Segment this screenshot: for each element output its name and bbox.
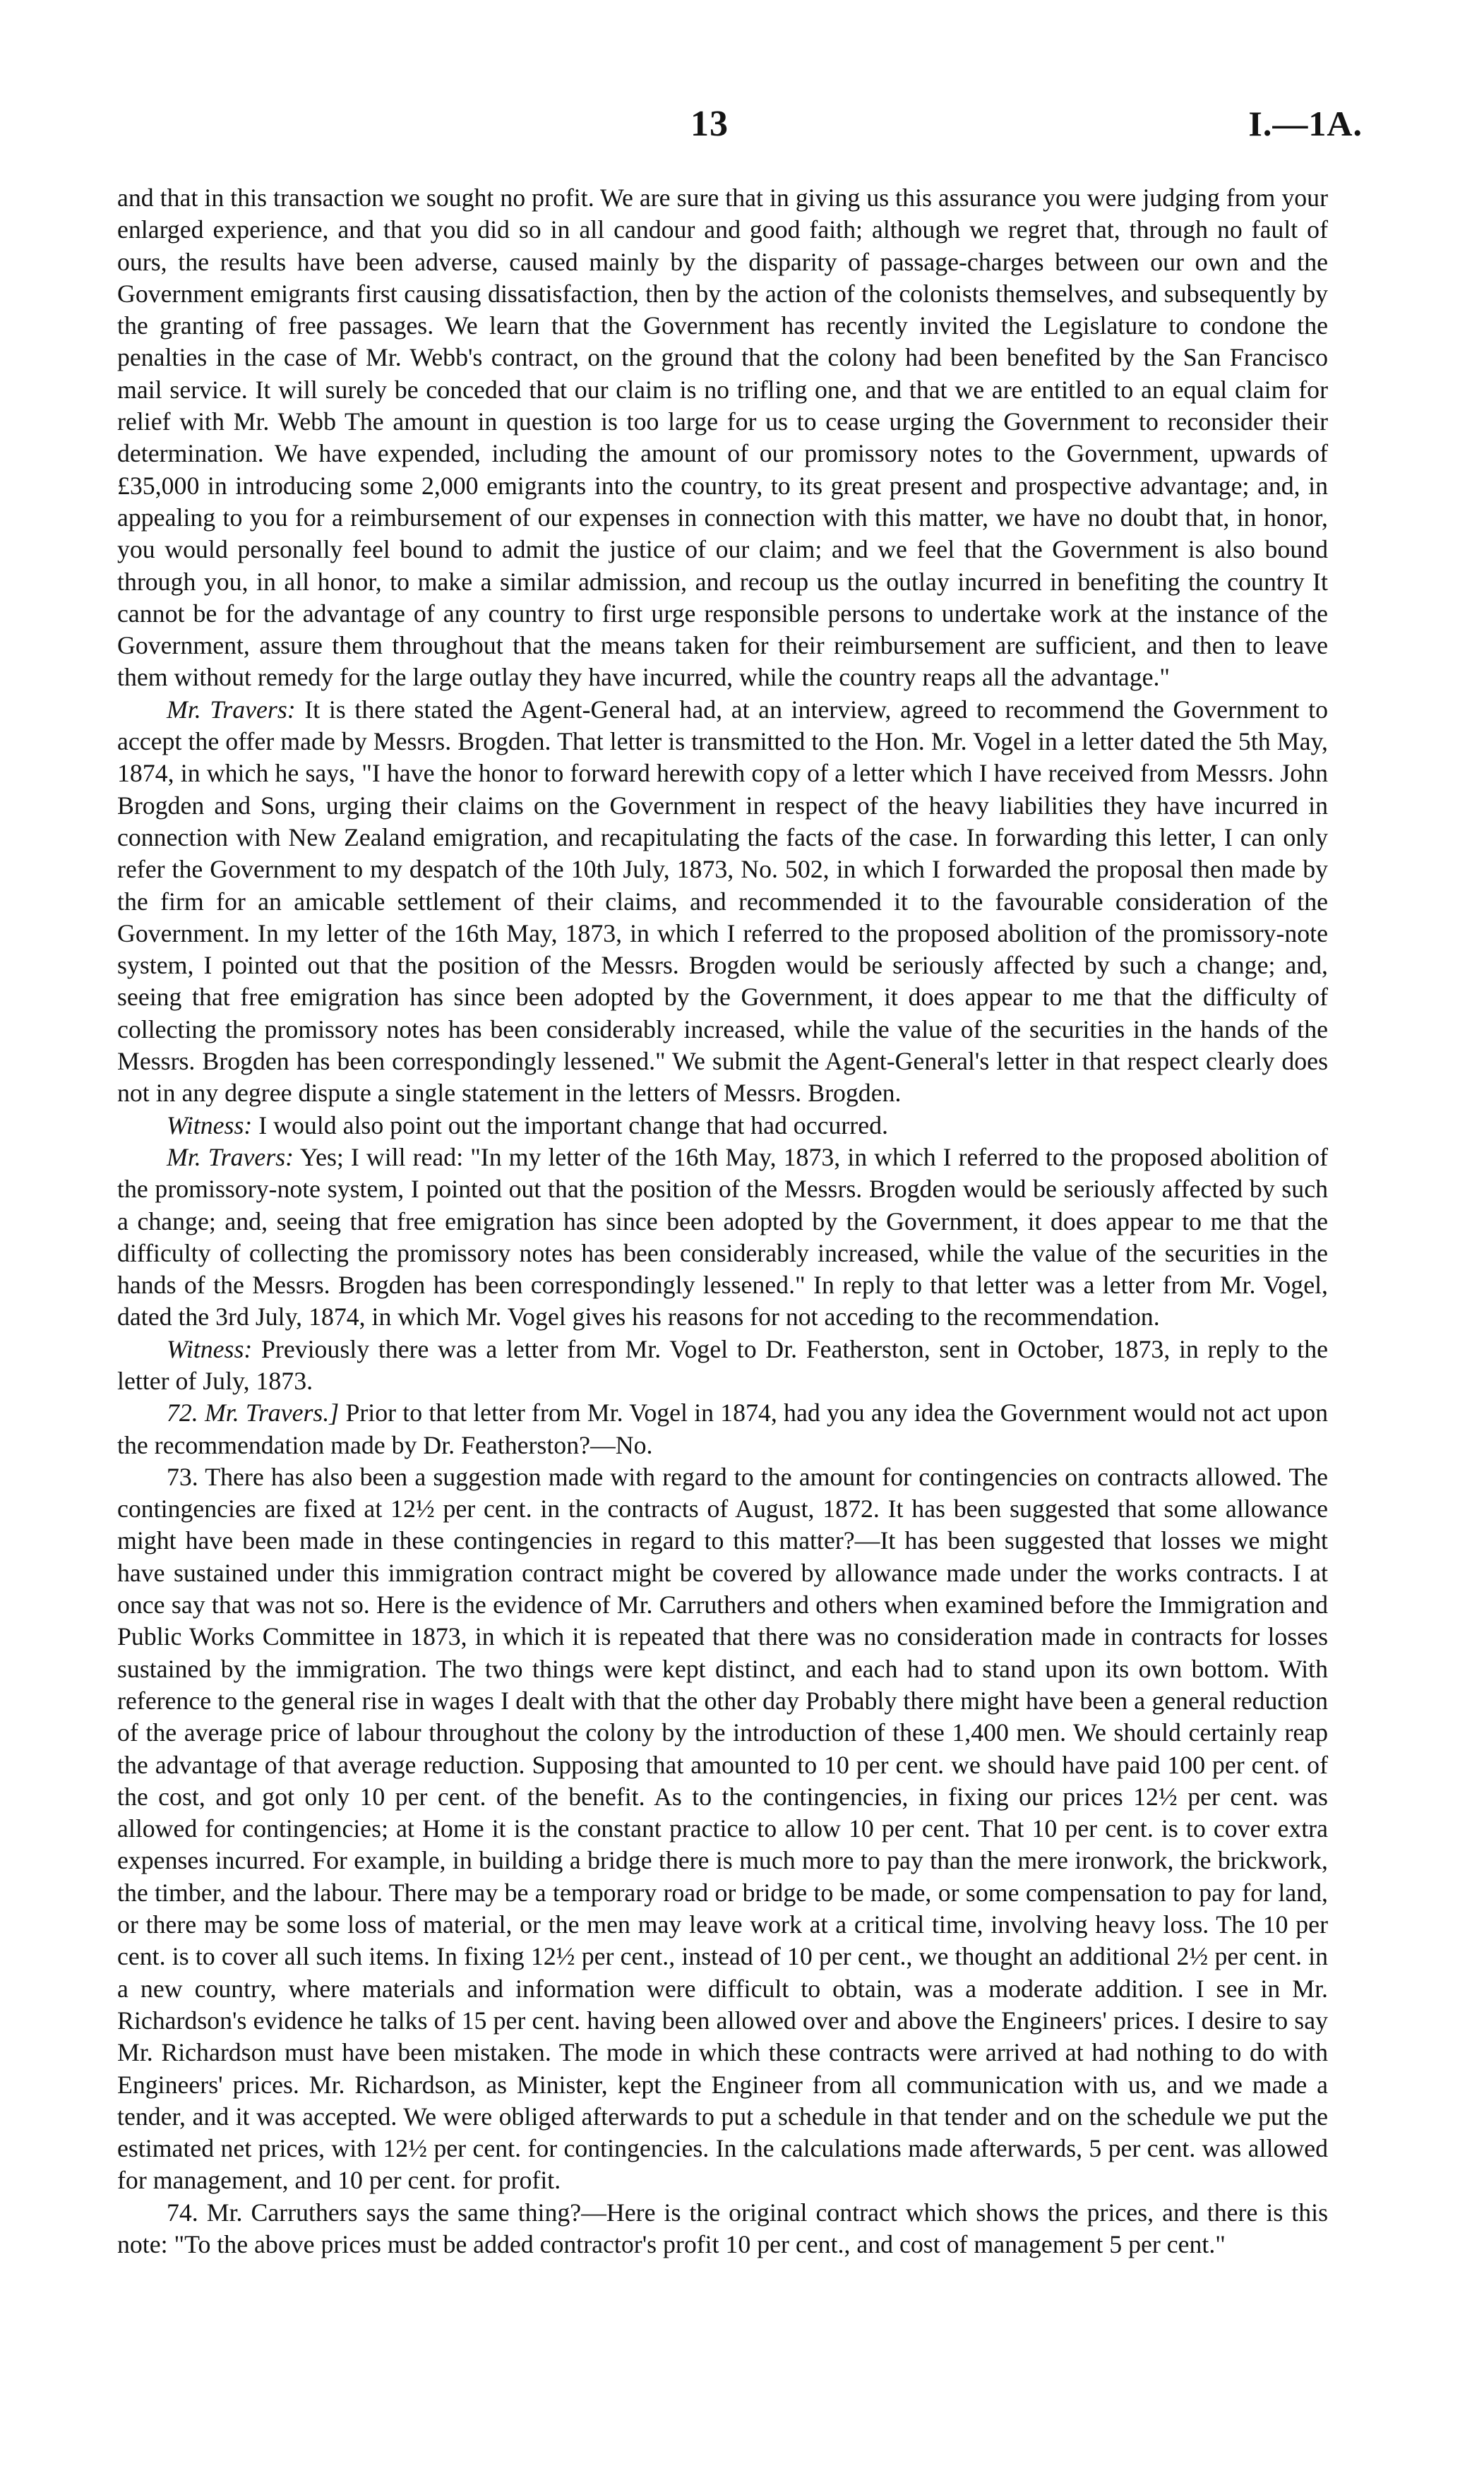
paragraph-text: Previously there was a letter from Mr. Vogel to Dr. Featherston, sent in October, 1873, in reply to the letter of July, 1873. <box>117 1334 1328 1395</box>
paragraph <box>117 1334 1328 1398</box>
body-text <box>117 182 1328 2261</box>
paragraph-text: 74. Mr. Carruthers says the same thing?—Here is the original contract which shows the prices, and there is this note: "To the above prices must be added contractor's profit 10 per cent., and cost of management 5 per cent." <box>117 2198 1328 2258</box>
paragraph <box>117 2197 1328 2261</box>
paragraph <box>117 182 1328 694</box>
page-number: 13 <box>690 104 729 144</box>
speaker-label: Witness: <box>167 1334 253 1363</box>
paragraph-text: I would also point out the important change that had occurred. <box>252 1110 888 1139</box>
speaker-label: Mr. Travers: <box>167 695 296 724</box>
speaker-label: Mr. Travers: <box>167 1142 294 1171</box>
paragraph <box>117 1397 1328 1461</box>
speaker-label: 72. Mr. Travers.] <box>167 1399 340 1427</box>
paragraph <box>117 694 1328 1110</box>
paragraph <box>117 1461 1328 2197</box>
paragraph-text: It is there stated the Agent-General had, at an interview, agreed to recommend the Government to accept the offer made by Messrs. Brogden. That letter is transmitted to the Hon. Mr. Vogel in a letter dated the 5th May, 1874, in which he says, "I have the honor to forward herewith copy of a letter which I have received from Messrs. John Brogden and Sons, urging their claims on the Government in respect of the heavy liabilities they have incurred in connection with New Zealand emigration, and recapitulating the facts of the case. In forwarding this letter, I can only refer the Government to my despatch of the 10th July, 1873, No. 502, in which I forwarded the proposal then made by the firm for an amicable settlement of their claims, and recommended it to the favourable consideration of the Government. In my letter of the 16th May, 1873, in which I referred to the proposed abolition of the promissory-note system, I pointed out that the position of the Messrs. Brogden would be seriously affected by such a change; and, seeing that free emigration has since been adopted by the Government, it does appear to me that the difficulty of collecting the promissory notes has been considerably increased, while the value of the securities in the hands of the Messrs. Brogden has been correspondingly lessened." We submit the Agent-General's letter in that respect clearly does not in any degree dispute a single statement in the letters of Messrs. Brogden. <box>117 695 1328 1108</box>
paragraph <box>117 1110 1328 1142</box>
paragraph-text: Yes; I will read: "In my letter of the 16th May, 1873, in which I referred to the proposed abolition of the promissory-note system, I pointed out that the position of the Messrs. Brogden would be seriously affected by such a change; and, seeing that free emigration has since been adopted by the Government, it does appear to me that the difficulty of collecting the promissory notes has been considerably increased, while the value of the securities in the hands of the Messrs. Brogden has been correspondingly lessened." In reply to that letter was a letter from Mr. Vogel, dated the 3rd July, 1874, in which Mr. Vogel gives his reasons for not acceding to the recommendation. <box>117 1142 1328 1331</box>
paragraph <box>117 1142 1328 1334</box>
speaker-label: Witness: <box>167 1110 253 1139</box>
paragraph-text: 73. There has also been a suggestion made with regard to the amount for contingencies on contracts allowed. The contingencies are fixed at 12½ per cent. in the contracts of August, 1872. It has been suggested that some allowance might have been made in these contingencies in regard to this matter?—It has been suggested that losses we might have sustained under this immigration contract might be covered by allowance made under the works contracts. I at once say that was not so. Here is the evidence of Mr. Carruthers and others when examined before the Immigration and Public Works Committee in 1873, in which it is repeated that there was no consideration made in contracts for losses sustained by the immigration. The two things were kept distinct, and each had to stand upon its own bottom. With reference to the general rise in wages I dealt with that the other day Probably there might have been a general reduction of the average price of labour throughout the colony by the introduction of these 1,400 men. We should certainly reap the advantage of that average reduction. Supposing that amounted to 10 per cent. we should have paid 100 per cent. of the cost, and got only 10 per cent. of the benefit. As to the contingencies, in fixing our prices 12½ per cent. was allowed for contingencies; at Home it is the constant practice to allow 10 per cent. That 10 per cent. is to cover extra expenses incurred. For example, in building a bridge there is much more to pay than the mere ironwork, the brickwork, the timber, and the labour. There may be a temporary road or bridge to be made, or some compensation to pay for land, or there may be some loss of material, or the men may leave work at a critical time, involving heavy loss. The 10 per cent. is to cover all such items. In fixing 12½ per cent., instead of 10 per cent., we thought an additional 2½ per cent. in a new country, where materials and information were difficult to obtain, was a moderate addition. I see in Mr. Richardson's evidence he talks of 15 per cent. having been allowed over and above the Engineers' prices. I desire to say Mr. Richardson must have been mistaken. The mode in which these contracts were arrived at had nothing to do with Engineers' prices. Mr. Richardson, as Minister, kept the Engineer from all communication with us, and we made a tender, and it was accepted. We were obliged afterwards to put a schedule in that tender and on the schedule we put the estimated net prices, with 12½ per cent. for contingencies. In the calculations made afterwards, 5 per cent. was allowed for management, and 10 per cent. for profit. <box>117 1462 1328 2195</box>
paragraph-text: Prior to that letter from Mr. Vogel in 1874, had you any idea the Government would not act upon the recommendation made by Dr. Featherston?—No. <box>117 1399 1328 1459</box>
paragraph-text: and that in this transaction we sought no profit. We are sure that in giving us this assurance you were judging from your enlarged experience, and that you did so in all candour and good faith; although we regret that, through no fault of ours, the results have been adverse, caused mainly by the disparity of passage-charges between our own and the Government emigrants first causing dissatisfaction, then by the action of the colonists themselves, and subsequently by the granting of free passages. We learn that the Government has recently invited the Legislature to condone the penalties in the case of Mr. Webb's contract, on the ground that the colony had been benefited by the San Francisco mail service. It will surely be conceded that our claim is no trifling one, and that we are entitled to an equal claim for relief with Mr. Webb The amount in question is too large for us to cease urging the Government to reconsider their determination. We have expended, including the amount of our promissory notes to the Government, upwards of £35,000 in introducing some 2,000 emigrants into the country, to its great present and prospective advantage; and, in appealing to you for a reimbursement of our expenses in connection with this matter, we have no doubt that, in honor, you would personally feel bound to admit the justice of our claim; and we feel that the Government is also bound through you, in all honor, to make a similar admission, and recoup us the outlay incurred in benefiting the country It cannot be for the advantage of any country to first urge responsible persons to undertake work at the instance of the Government, assure them throughout that the means taken for their reimbursement are sufficient, and then to leave them without remedy for the large outlay they have incurred, while the country reaps all the advantage." <box>117 184 1328 692</box>
document-reference: I.—1A. <box>1248 104 1363 143</box>
